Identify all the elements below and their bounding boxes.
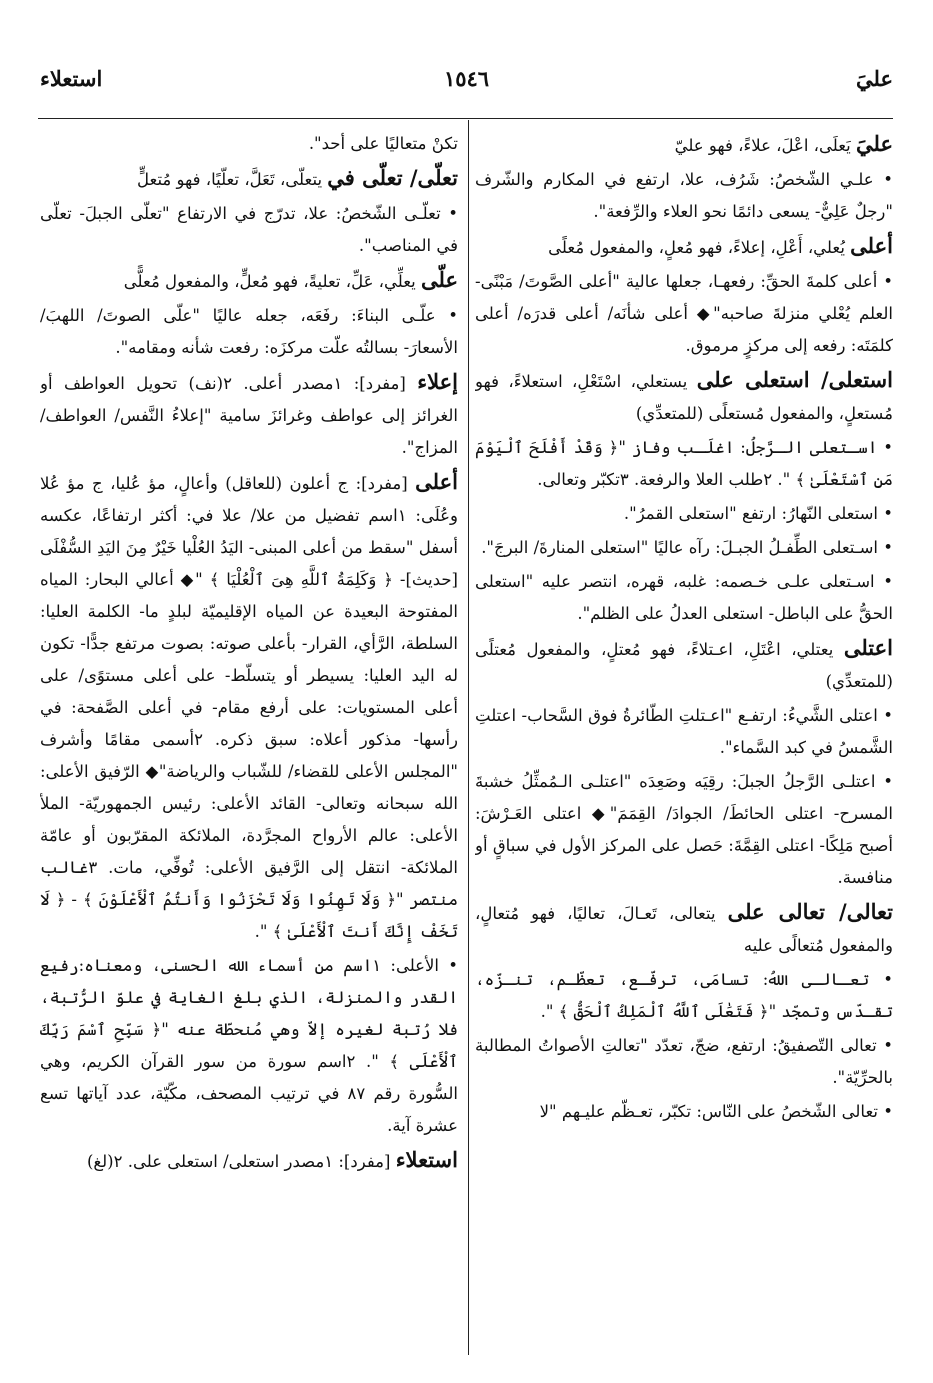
right-column [475, 128, 893, 1363]
dictionary-entry [40, 128, 458, 160]
dictionary-entry [475, 164, 893, 228]
entry-text: • علّـى البناءَ: رفَعَه، جعله عاليًا "علّى الصوتَ/ اللهبَ/ الأسعارَ- بسالتُه علّت مركزَه: رفعت شأنه ومقامه". [40, 306, 458, 357]
headword: أعلى [850, 233, 893, 258]
entry-text: • تعالى التّصفيقُ: ارتفع، ضجّ، تعدّد "تعالتِ الأصواتُ المطالبة بالحرِّيّة". [475, 1036, 893, 1087]
dictionary-entry [475, 432, 893, 496]
dictionary-entry [40, 162, 458, 196]
entry-text: يتعالى، تَعـالَ، تعاليًا، فهو مُتعالٍ، والمفعول مُتعالًى عليه [475, 904, 893, 955]
column-divider [468, 120, 469, 1355]
entry-text: • اسـتعلى الطِّفـلُ الجبـلَ: رآه عاليًا "استعلى المنارةَ/ البرجَ". [481, 538, 893, 557]
header-guide-word-right: عليَ [856, 66, 893, 91]
headword: استعلاء [395, 1147, 458, 1172]
dictionary-entry [475, 364, 893, 430]
entry-text: • اسـتعلى الـرَّجلُ: اغلَـب وفاز "﴿ وَقَدْ أَفْلَحَ ٱلْيَوْمَ مَنِ ٱسْتَعْلَىٰ ﴾ ". ٢طلب العلا والرفعة. ٣تكبّر وتعالى. [475, 438, 893, 489]
dictionary-entry [475, 532, 893, 564]
entry-text: [مفرد]: ج أعلون (للعاقل) وأعالٍ، مؤ عُليا، ج مؤ عُلا وعُلَى: ١اسم تفضيل من علا/ علا في: أكثر ارتفاعًا، عكسه أسفل "سقط من أعلى المبنى- اليَدُ العُلْيا خَيْرٌ مِنَ اليَدِ السُّفْلَى [حديث]- ﴿ وَكَلِمَةُ ٱللَّهِ هِىَ ٱلْعُلْيَا ﴾ "◆ أعالي البحار: المياه المفتوحة البعيدة عن المياه الإقليميّة لبلدٍ ما- الكلمة العليا: السلطة، الرَّأي، القرار- بأعلى صوته: بصوت مرتفع جدًّا- تكون له اليد العليا: يسيطر أو يتسلّط- على أعلى مستوًى/ على أعلى المستويات: على أرفع مقام- في أعلى الصَّفحة: في رأسها- مذكور أعلاه: سبق ذكره. ٢أسمى مقامًا وأشرف "المجلس الأعلى للقضاء/ للشّباب والرياضة"◆ الرّفيق الأعلى: الله سبحانه وتعالى- القائد الأعلى: رئيس الجمهوريّة- الملأ الأعلى: عالم الأرواح المجرَّدة، الملائكة المقرّبون أو عامّة الملائكة- انتقل إلى الرَّفيق الأعلى: تُوفِّي، مات. ٣غالب منتصر "﴿ وَلَا تَهِنُوا وَلَا تَحْزَنُوا وَأَنتُمُ ٱلْأَعْلَوْنَ ﴾ - ﴿ لَا تَخَفْ إِنَّكَ أَنتَ ٱلْأَعْلَىٰ ﴾ ". [40, 474, 458, 941]
headword: استعلى/ استعلى على [696, 367, 893, 392]
headword: أعلى [415, 469, 458, 494]
entry-text: • تعلّـى الشّخصُ: علا، تدرّج في الارتفاع "تعلّى الجبلَ- تعلّى في المناصب". [40, 204, 458, 255]
headword: اعتلى [843, 635, 893, 660]
dictionary-entry [475, 498, 893, 530]
entry-text: • تعـالـى اللهُ: تسامَى، ترفّـع، تعظّـم، تنـزّه، تقـدّس وتمجّد "﴿ فَتَعَٰلَى ٱللَّهُ ٱلْمَلِكُ ٱلْحَقُّ ﴾ ". [475, 970, 893, 1021]
entry-text: [مفرد]: ١مصدر أعلى. ٢(نف) تحويل العواطف أو الغرائز إلى عواطف وغرائزَ سامية "إعلاءُ النَّفس/ العواطف/ المزاج". [40, 374, 458, 457]
dictionary-entry [475, 632, 893, 698]
headword: تعلّى/ تعلّى في [327, 165, 458, 190]
dictionary-entry [475, 266, 893, 362]
entry-text: • اسـتعلى علـى خـصمه: غلبه، قهره، انتصر عليه "استعلى الحقُّ على الباطل- استعلى العدلُ على الظلم". [475, 572, 893, 623]
header-guide-word-left: استعلاء [40, 66, 103, 91]
headword: إعلاء [417, 369, 458, 394]
entry-text: يعتلي، اعْتَلِ، اعـتلاءً، فهو مُعتلٍ، والمفعول مُعتلًى (للمتعدِّي) [475, 640, 893, 691]
dictionary-entry [40, 1144, 458, 1178]
entry-text: • علـي الشّخصُ: شَرُف، علا، ارتفع في المكارم والشّرف "رجلٌ عَلِيٌّ- يسعى دائمًا نحو العلاء والرِّفعة". [475, 170, 893, 221]
dictionary-entry [475, 128, 893, 162]
page-number: ١٥٤٦ [443, 66, 490, 91]
entry-text: • الأعلى: ١اسم من أسماء الله الحسنى، ومعناه:رفيع القدر والمنزلة، الذي بلغ الغاية في علوّ الرُّتبة، فلا رُتبة لغيره إلاّ وهي مُنحطّة عنه "﴿ سَبِّحِ ٱسْمَ رَبِّكَ ٱلْأَعْلَى ﴾ ". ٢اسم سورة من سور القرآن الكريم، وهي السُّورة رقم ٨٧ في ترتيب المصحف، مكّيّة، عدد آياتها تسع عشرة آية. [40, 956, 458, 1135]
headword: تعالى/ تعالى على [727, 899, 893, 924]
entry-text: يُعلي، أَعْلِ، إعلاءً، فهو مُعلٍ، والمفعول مُعلًى [548, 238, 851, 257]
entry-text: تكنْ متعاليًا على أحد". [308, 134, 458, 153]
entry-text: • اعتلى الشَّيءُ: ارتفـع "اعـتلتِ الطّائرةُ فوق السَّحاب- اعتلتِ الشَّمسُ في كبد السَّماء". [475, 706, 893, 757]
entry-text: يَعلَى، اعْلَ، علاءً، فهو عليّ [674, 136, 856, 155]
entry-text: يتعلّى، تَعَلَّ، تعلّيًا، فهو مُتعلٍّ [136, 170, 328, 189]
left-column [40, 128, 458, 1363]
dictionary-entry [475, 700, 893, 764]
header-rule [38, 118, 893, 119]
dictionary-entry [40, 366, 458, 464]
entry-text: • استعلى النّهارُ: ارتفع "استعلى القمرُ". [623, 504, 893, 523]
dictionary-entry [40, 198, 458, 262]
headword: عليَ [856, 131, 893, 156]
entry-text: • أعلى كلمةَ الحقِّ: رفعهـا، جعلها عالية "أعلى الصَّوتَ/ مَبْنًى- العلم يُعْلي منزلةَ صاحبه"◆ أعلى شأنَه/ أعلى قدرَه/ أعلى كلمَتَه: رفعه إلى مركزٍ مرموق. [475, 272, 893, 355]
dictionary-entry [475, 766, 893, 894]
dictionary-entry [40, 950, 458, 1142]
dictionary-entry [475, 964, 893, 1028]
entry-text: [مفرد]: ١مصدر استعلى/ استعلى على. ٢(لغ) [86, 1152, 396, 1171]
headword: علّى [421, 267, 458, 292]
entry-text: • تعالى الشّخصُ على النّاس: تكبّر، تعـظّم عليـهم "لا [539, 1102, 893, 1121]
dictionary-entry [475, 896, 893, 962]
entry-text: يستعلي، اسْتَعْلِ، استعلاءً، فهو مُستعلٍ، والمفعول مُستعلًى (للمتعدِّي) [475, 372, 893, 423]
dictionary-entry [40, 264, 458, 298]
dictionary-entry [40, 300, 458, 364]
dictionary-entry [475, 566, 893, 630]
entry-text: يعلِّي، عَلِّ، تعليةً، فهو مُعلٍّ، والمفعول مُعلًّى [123, 272, 421, 291]
page-header [40, 60, 893, 100]
dictionary-entry [475, 230, 893, 264]
dictionary-entry [475, 1030, 893, 1094]
dictionary-entry [475, 1096, 893, 1128]
dictionary-entry [40, 466, 458, 948]
entry-text: • اعتلـى الرَّجلُ الجبلَ: رقِيَه وصَعِدَه "اعتلـى الـمُمثِّلُ خشبةَ المسرح- اعتلى الحائطَ/ الجوادَ/ القِمَمَ"◆ اعتلى العَـرْشَ: أصبح مَلِكًا- اعتلى القِمَّةَ: حَصل على المركز الأول في سباقٍ أو منافسة. [475, 772, 893, 887]
